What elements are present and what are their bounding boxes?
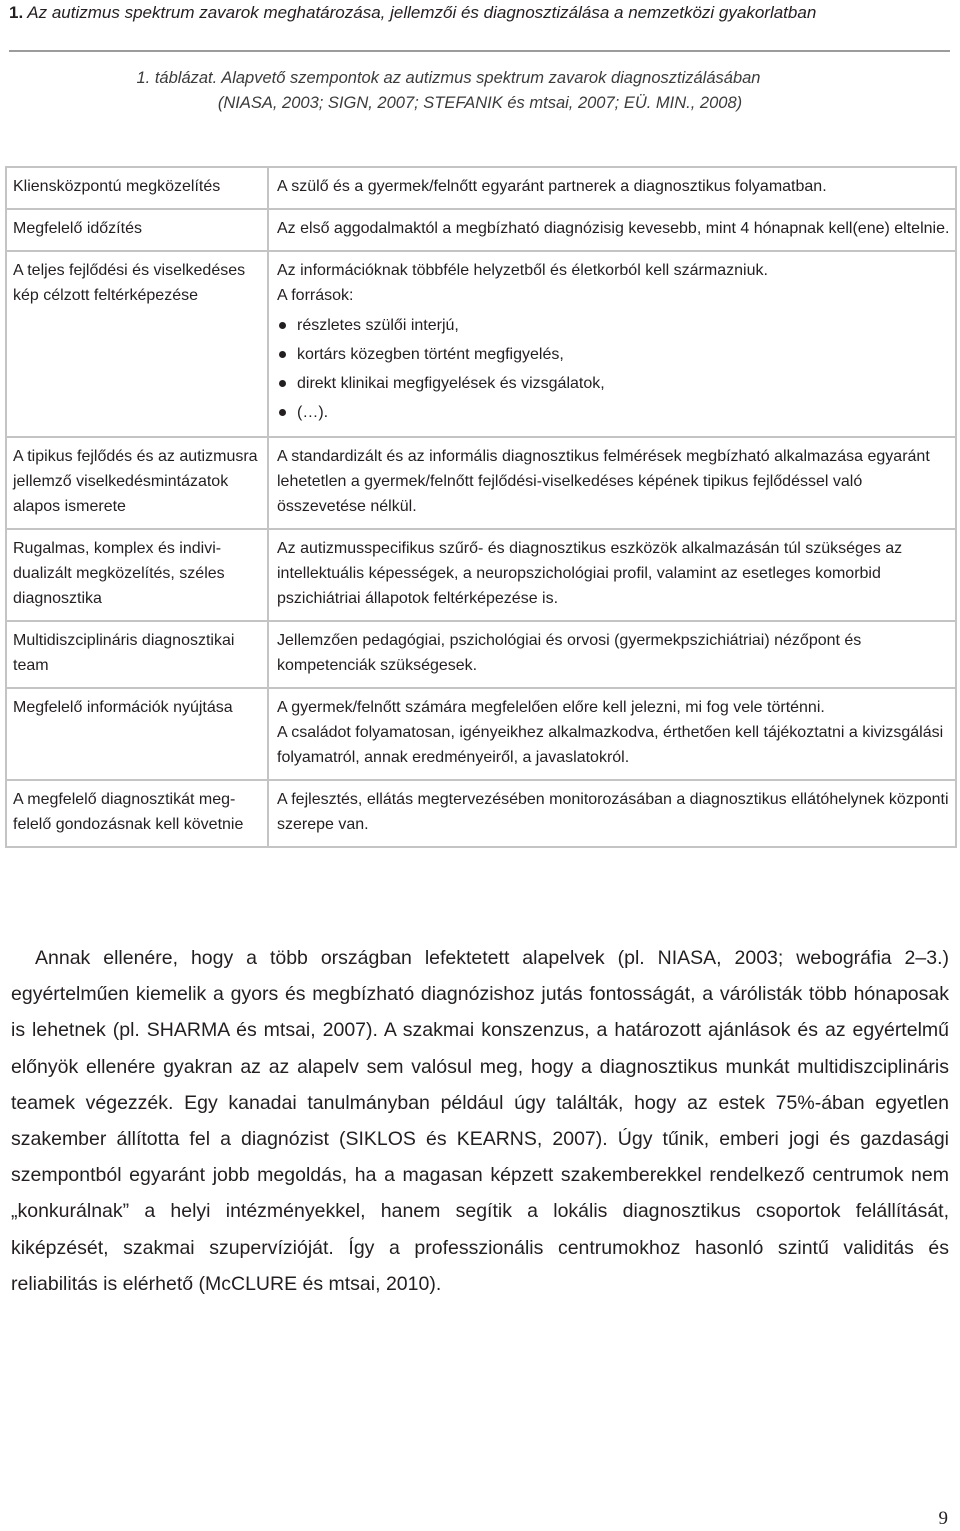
list-item: (…). (277, 398, 951, 427)
description-text: Az első aggodalmaktól a megbízható diagnózisig kevesebb, mint 4 hónapnak kell(ene) eltelnie. (277, 220, 950, 237)
chapter-title: Az autizmus spektrum zavarok meghatározása, jellemzői és diagnosztizálása a nemzetközi gyakorlatban (27, 3, 817, 22)
description-text: A források: (277, 287, 354, 304)
description-cell (269, 781, 955, 846)
table-row (7, 208, 955, 250)
criterion-cell: Multidiszciplináris diagnosztikai team (7, 622, 269, 687)
description-text: A gyermek/felnőtt számára megfelelően előre kell jelezni, mi fog vele történni. (277, 699, 825, 716)
criterion-cell: A megfelelő diagnosztikát megfelelő gondozásnak kell követnie (7, 781, 269, 846)
criterion-cell: Megfelelő időzítés (7, 210, 269, 250)
list-item: direkt klinikai megfigyelések és vizsgálatok, (277, 369, 951, 398)
sources-list (277, 311, 951, 427)
table-caption (0, 66, 960, 116)
page-number: 9 (938, 1508, 948, 1529)
criterion-cell: Kliensközpontú megközelítés (7, 168, 269, 208)
criteria-table (5, 166, 957, 848)
description-text: A családot folyamatosan, igényeikhez alkalmazkodva, érthetően kell tájékoztatni a kivizsgálási folyamatról, annak eredményeiről, a javaslatokról. (277, 724, 944, 766)
table-row (7, 436, 955, 528)
criterion-cell: A teljes fejlődési és viselkedéses kép célzott feltérképezése (7, 252, 269, 436)
criterion-cell: Megfelelő információk nyújtása (7, 689, 269, 779)
list-item: részletes szülői interjú, (277, 311, 951, 340)
table-row (7, 687, 955, 779)
description-cell (269, 622, 955, 687)
criterion-cell: Rugalmas, komplex és individualizált megközelítés, széles diagnosztika (7, 530, 269, 620)
description-cell (269, 689, 955, 779)
table-row (7, 168, 955, 208)
list-item: kortárs közegben történt megfigyelés, (277, 340, 951, 369)
caption-sources: (NIASA, 2003; SIGN, 2007; STEFANIK és mtsai, 2007; EÜ. MIN., 2008) (217, 94, 743, 112)
description-cell (269, 438, 955, 528)
description-cell (269, 530, 955, 620)
header-divider (9, 50, 950, 52)
table-row (7, 250, 955, 436)
criterion-cell: A tipikus fejlődés és az autizmusra jellemző viselkedésmintázatok alapos ismerete (7, 438, 269, 528)
table-row (7, 779, 955, 846)
description-cell (269, 168, 955, 208)
body-text (11, 940, 949, 1302)
table-row (7, 620, 955, 687)
description-text: A szülő és a gyermek/felnőtt egyaránt partnerek a diagnosztikus folyamatban. (277, 178, 827, 195)
chapter-number: 1. (9, 3, 24, 22)
body-paragraph: Annak ellenére, hogy a több országban lefektetett alapelvek (pl. NIASA, 2003; webográfia 2–3.) egyértelműen kiemelik a gyors és megbízható diagnózishoz jutás fontosságát, a várólisták több hónaposak is lehetnek (pl. SHARMA és mtsai, 2007). A szakmai konszenzus, a határozott ajánlások és az egyértelmű előnyök ellenére gyakran az az alapelv sem valósul meg, hogy a diagnosztikus munkát multidiszciplináris teamek végezzék. Egy kanadai tanulmányban például úgy találták, hogy az estek 75%-ában egyetlen szakember állította fel a diagnózist (SIKLOS és KEARNS, 2007). Úgy tűnik, emberi jogi és gazdasági szempontból egyaránt jobb megoldás, ha a magasan képzett szakemberekkel rendelkező centrumok nem „konkurálnak” a helyi intézményekkel, hanem segítik a lokális diagnosztikus csoportok felállítását, kiképzését, szakmai szupervízióját. Így a professzionális centrumokhoz hasonló szintű validitás és reliabilitás is elérhető (McCLURE és mtsai, 2010). (11, 947, 949, 1295)
description-text: A fejlesztés, ellátás megtervezésében monitorozásában a diagnosztikus ellátóhelynek központi szerepe van. (277, 791, 949, 833)
running-header (9, 0, 954, 26)
description-text: Jellemzően pedagógiai, pszichológiai és orvosi (gyermekpszichiátriai) nézőpont és kompetenciák szükségesek. (277, 632, 862, 674)
description-text: Az autizmusspecifikus szűrő- és diagnosztikus eszközök alkalmazásán túl szükséges az intellektuális képességek, a neuropszichológiai profil, valamint az esetleges komorbid pszichiátriai állapotok feltérképezése is. (277, 540, 903, 607)
description-cell (269, 252, 955, 436)
description-text: Az információknak többféle helyzetből és életkorból kell származniuk. (277, 262, 768, 279)
description-text: A standardizált és az informális diagnosztikus felmérések megbízható alkalmazása egyaránt lehetetlen a gyermek/felnőtt fejlődési-viselkedéses képének tipikus fejlődéssel való összevetése nélkül. (277, 448, 930, 515)
caption-title: 1. táblázat. Alapvető szempontok az autizmus spektrum zavarok diagnosztizálásában (136, 69, 761, 87)
table-row (7, 528, 955, 620)
description-cell (269, 210, 955, 250)
